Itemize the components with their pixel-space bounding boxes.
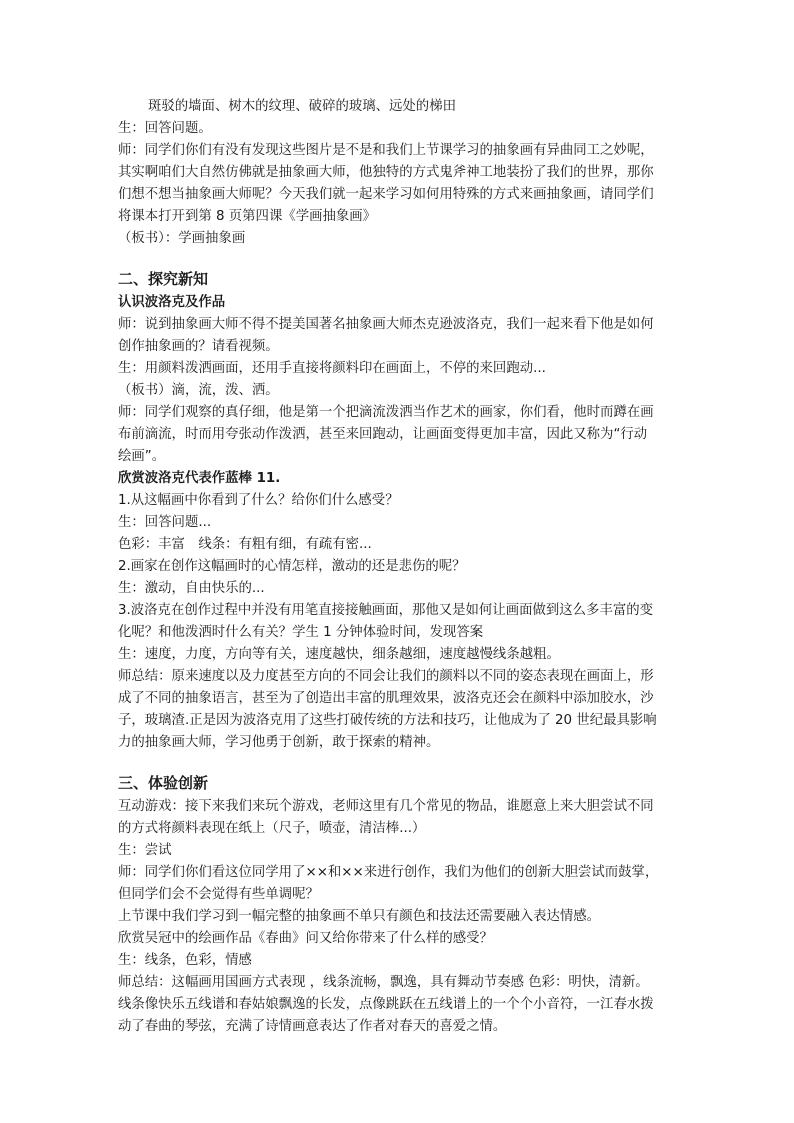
intro-line-1: 斑驳的墙面、树木的纹理、破碎的玻璃、远处的梯田 — [148, 99, 456, 114]
section-3-line-10: 线条像快乐五线谱和春姑娘飘逸的长发，点像跳跃在五线谱上的一个个小音符，一江春水拨 — [118, 997, 654, 1012]
intro-line-6: 将课本打开到第 8 页第四课《学画抽象画》 — [118, 209, 377, 224]
answer-2: 生：激动，自由快乐的... — [118, 581, 265, 596]
answer-1-detail: 色彩：丰富 线条：有粗有细，有疏有密... — [118, 537, 372, 552]
section-3-line-6: 上节课中我们学习到一幅完整的抽象画不单只有颜色和技法还需要融入表达情感。 — [118, 909, 601, 924]
summary-line-1: 师总结：原来速度以及力度甚至方向的不同会让我们的颜料以不同的姿态表现在画面上，形 — [118, 669, 654, 684]
answer-3: 生：速度，力度，方向等有关，速度越快，细条越细，速度越慢线条越粗。 — [118, 647, 560, 662]
question-1: 1.从这幅画中你看到了什么？给你们什么感受？ — [118, 493, 399, 508]
section-2-line-1: 师：说到抽象画大师不得不提美国著名抽象画大师杰克逊波洛克，我们一起来看下他是如何 — [118, 317, 654, 332]
intro-line-4: 其实啊咱们大自然仿佛就是抽象画大师，他独特的方式鬼斧神工地装扮了我们的世界，那你 — [118, 165, 654, 180]
summary-line-3: 子，玻璃渣.正是因为波洛克用了这些打破传统的方法和技巧，让他成为了 20 世纪最具影响 — [118, 713, 657, 728]
document-page — [118, 96, 678, 1038]
intro-line-5: 们想不想当抽象画大师呢？今天我们就一起来学习如何用特殊的方式来画抽象画，请同学们 — [118, 187, 654, 202]
section-3-heading: 三、体验创新 — [118, 774, 209, 792]
section-2-line-5: 师：同学们观察的真仔细，他是第一个把滴流泼洒当作艺术的画家，你们看，他时而蹲在画 — [118, 405, 654, 420]
section-2-subheading-1: 认识波洛克及作品 — [118, 295, 226, 310]
section-3-line-9: 师总结：这幅画用国画方式表现 ，线条流畅，飘逸，具有舞动节奏感 色彩：明快，清新。 — [118, 975, 649, 990]
question-3-line-1: 3.波洛克在创作过程中并没有用笔直接接触画面，那他又是如何让画面做到这么多丰富的变 — [118, 603, 654, 618]
section-3-line-1: 互动游戏：接下来我们来玩个游戏，老师这里有几个常见的物品，谁愿意上来大胆尝试不同 — [118, 799, 654, 814]
section-2-line-7: 绘画”。 — [118, 449, 166, 464]
section-2-heading: 二、探究新知 — [118, 270, 209, 288]
question-3-line-2: 化呢？和他泼洒时什么有关？学生 1 分钟体验时间，发现答案 — [118, 625, 484, 640]
section-3-line-4: 师：同学们你们看这位同学用了××和××来进行创作，我们为他们的创新大胆尝试而鼓掌， — [118, 865, 659, 880]
section-3-line-5: 但同学们会不会觉得有些单调呢？ — [118, 887, 319, 902]
section-2-line-4: （板书）滴，流，泼、洒。 — [118, 383, 279, 398]
intro-line-2: 生：回答问题。 — [118, 121, 212, 136]
section-2-line-6: 布前滴流，时而用夸张动作泼洒，甚至来回跑动，让画面变得更加丰富，因此又称为“行动 — [118, 427, 648, 442]
section-3-line-7: 欣赏吴冠中的绘画作品《春曲》问又给你带来了什么样的感受？ — [118, 931, 493, 946]
intro-line-3: 师：同学们你们有没有发现这些图片是不是和我们上节课学习的抽象画有异曲同工之妙呢， — [118, 143, 654, 158]
summary-line-2: 成了不同的抽象语言，甚至为了创造出丰富的肌理效果，波洛克还会在颜料中添加胶水，沙 — [118, 691, 654, 706]
section-3-line-3: 生：尝试 — [118, 843, 172, 858]
intro-line-7: （板书）：学画抽象画 — [118, 231, 246, 246]
section-3-line-8: 生：线条，色彩，情感 — [118, 953, 252, 968]
section-2-line-3: 生：用颜料泼洒画面，还用手直接将颜料印在画面上，不停的来回跑动... — [118, 361, 546, 376]
section-3-line-2: 的方式将颜料表现在纸上（尺子，喷壶，清洁棒...） — [118, 821, 426, 836]
summary-line-4: 力的抽象画大师，学习他勇于创新，敢于探索的精神。 — [118, 735, 440, 750]
question-2: 2.画家在创作这幅画时的心情怎样，激动的还是悲伤的呢？ — [118, 559, 466, 574]
section-2-subheading-2: 欣赏波洛克代表作蓝棒 11. — [118, 471, 281, 486]
answer-1: 生：回答问题... — [118, 515, 212, 530]
section-2-line-2: 创作抽象画的？请看视频。 — [118, 339, 279, 354]
section-3-line-11: 动了春曲的琴弦，充满了诗情画意表达了作者对春天的喜爱之情。 — [118, 1019, 507, 1034]
